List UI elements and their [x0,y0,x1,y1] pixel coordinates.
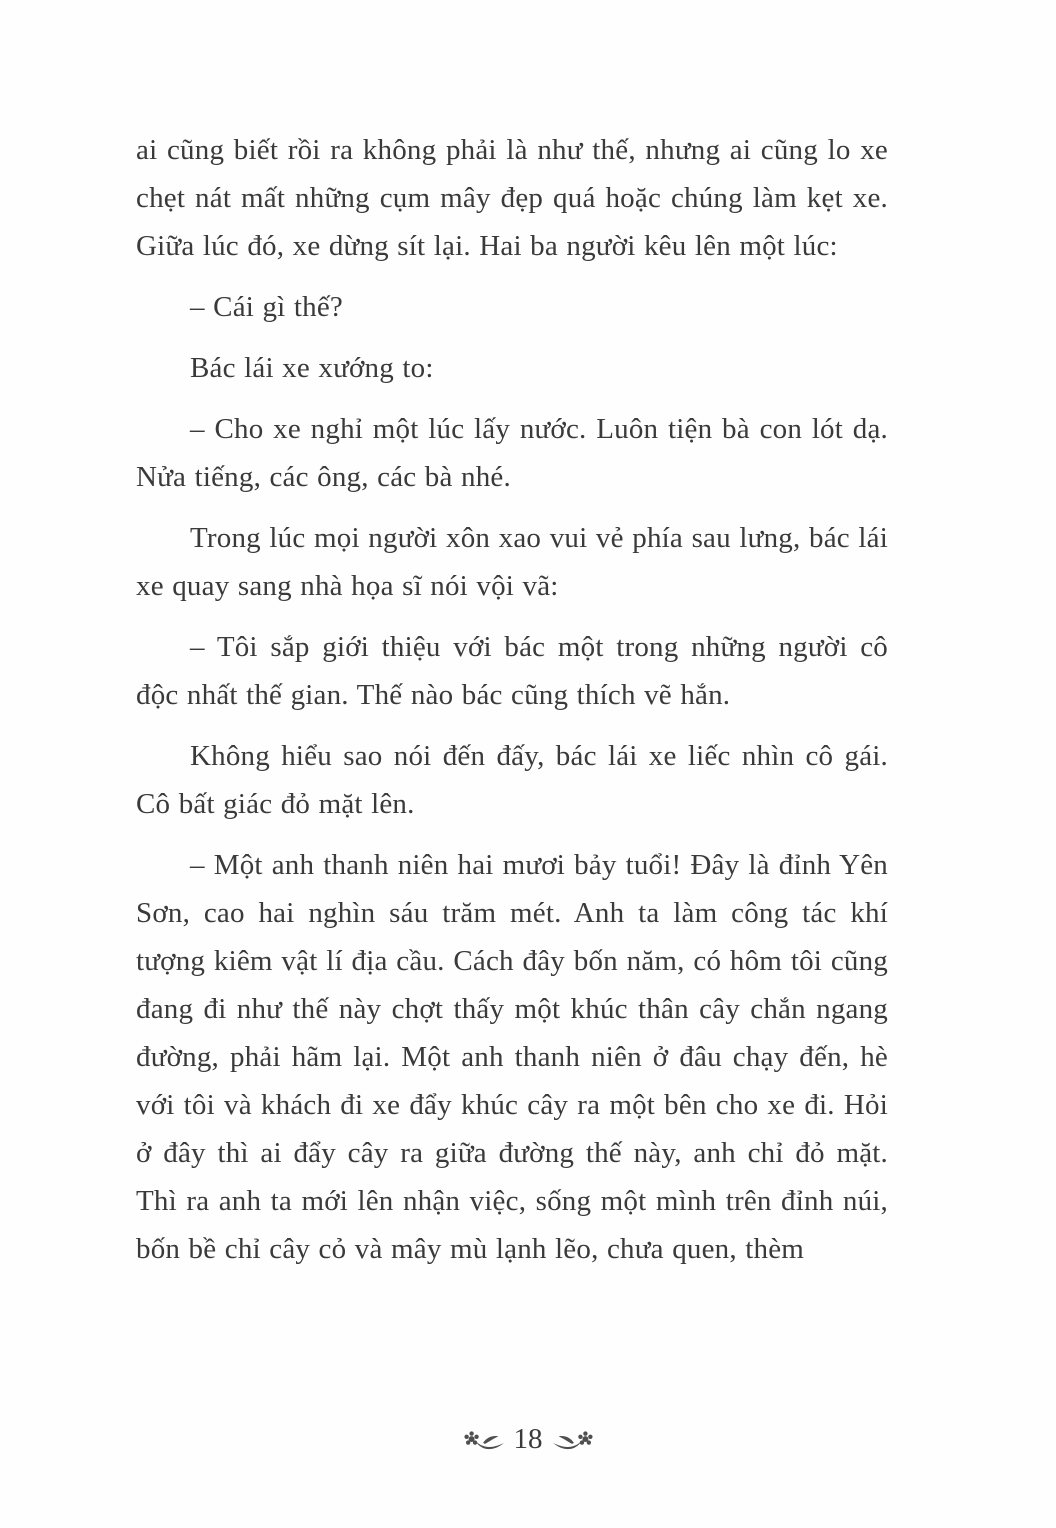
paragraph: Trong lúc mọi người xôn xao vui vẻ phía sau lưng, bác lái xe quay sang nhà họa sĩ nói vội vã: [136,522,888,602]
page-footer [0,1425,1056,1456]
paragraph-dialogue: – Tôi sắp giới thiệu với bác một trong những người cô độc nhất thế gian. Thế nào bác cũng thích vẽ hắn. [136,631,888,711]
paragraph-dialogue: – Một anh thanh niên hai mươi bảy tuổi! Đây là đỉnh Yên Sơn, cao hai nghìn sáu trăm mét. Anh ta làm công tác khí tượng kiêm vật lí địa cầu. Cách đây bốn năm, có hôm tôi cũng đang đi như thế này chợt thấy một khúc thân cây chắn ngang đường, phải hãm lại. Một anh thanh niên ở đâu chạy đến, hè với tôi và khách đi xe đẩy khúc cây ra một bên cho xe đi. Hỏi ở đây thì ai đẩy cây ra giữa đường thế này, anh chỉ đỏ mặt. Thì ra anh ta mới lên nhận việc, sống một mình trên đỉnh núi, bốn bề chỉ cây cỏ và mây mù lạnh lẽo, chưa quen, thèm [136,849,888,1265]
page-number: 18 [513,1423,543,1455]
page-text-block [136,126,888,1286]
paragraph-dialogue: – Cho xe nghỉ một lúc lấy nước. Luôn tiện bà con lót dạ. Nửa tiếng, các ông, các bà nhé. [136,413,888,493]
paragraph-dialogue: – Cái gì thế? [190,291,343,323]
paragraph: Không hiểu sao nói đến đấy, bác lái xe liếc nhìn cô gái. Cô bất giác đỏ mặt lên. [136,740,888,820]
floral-sprig-left-icon [463,1428,505,1454]
floral-sprig-right-icon [552,1428,594,1454]
paragraph: Bác lái xe xướng to: [190,352,434,384]
paragraph: ai cũng biết rồi ra không phải là như thế, nhưng ai cũng lo xe chẹt nát mất những cụm mây đẹp quá hoặc chúng làm kẹt xe. Giữa lúc đó, xe dừng sít lại. Hai ba người kêu lên một lúc: [136,134,888,262]
